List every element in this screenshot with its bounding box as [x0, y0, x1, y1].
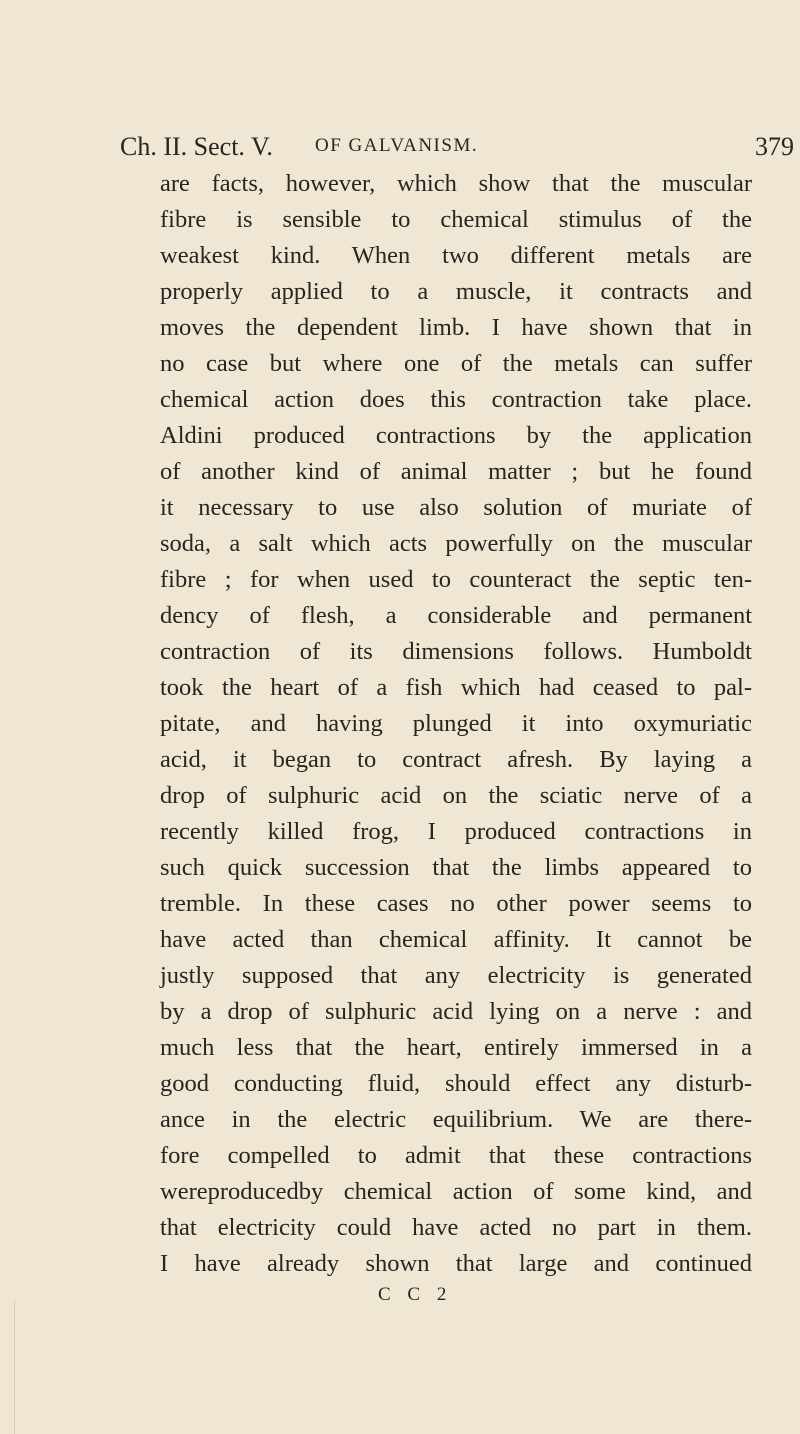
running-header	[120, 132, 794, 168]
text-line: drop of sulphuric acid on the sciatic nerve of a	[160, 782, 752, 809]
text-line: I have already shown that large and continued	[160, 1250, 752, 1277]
text-line: weakest kind. When two different metals are	[160, 242, 752, 269]
text-line: dency of flesh, a considerable and permanent	[160, 602, 752, 629]
text-line: wereproducedby chemical action of some kind, and	[160, 1178, 752, 1205]
text-line: have acted than chemical affinity. It cannot be	[160, 926, 752, 953]
body-text	[160, 166, 752, 1282]
text-line: ance in the electric equilibrium. We are there-	[160, 1106, 752, 1133]
text-line: fibre ; for when used to counteract the septic ten-	[160, 566, 752, 593]
text-line: moves the dependent limb. I have shown that in	[160, 314, 752, 341]
text-line: it necessary to use also solution of muriate of	[160, 494, 752, 521]
text-line: of another kind of animal matter ; but he found	[160, 458, 752, 485]
text-line: are facts, however, which show that the muscular	[160, 170, 752, 197]
text-line: much less that the heart, entirely immersed in a	[160, 1034, 752, 1061]
text-line: chemical action does this contraction take place.	[160, 386, 752, 413]
running-title: OF GALVANISM.	[315, 135, 479, 156]
text-line: no case but where one of the metals can suffer	[160, 350, 752, 377]
text-line: properly applied to a muscle, it contracts and	[160, 278, 752, 305]
text-line: good conducting fluid, should effect any disturb-	[160, 1070, 752, 1097]
text-line: acid, it began to contract afresh. By laying a	[160, 746, 752, 773]
text-line: recently killed frog, I produced contractions in	[160, 818, 752, 845]
text-line: fore compelled to admit that these contractions	[160, 1142, 752, 1169]
chapter-section: Ch. II. Sect. V.	[120, 132, 273, 161]
text-line: such quick succession that the limbs appeared to	[160, 854, 752, 881]
text-line: soda, a salt which acts powerfully on the muscular	[160, 530, 752, 557]
text-line: took the heart of a fish which had ceased to pal-	[160, 674, 752, 701]
page-edge	[0, 1300, 15, 1434]
text-line: contraction of its dimensions follows. Humboldt	[160, 638, 752, 665]
text-line: Aldini produced contractions by the application	[160, 422, 752, 449]
text-line: pitate, and having plunged it into oxymuriatic	[160, 710, 752, 737]
text-line: tremble. In these cases no other power seems to	[160, 890, 752, 917]
text-line: justly supposed that any electricity is generated	[160, 962, 752, 989]
signature-mark: C C 2	[378, 1284, 453, 1305]
text-line: that electricity could have acted no part in them.	[160, 1214, 752, 1241]
text-line: fibre is sensible to chemical stimulus of the	[160, 206, 752, 233]
page-number: 379	[755, 132, 794, 161]
text-line: by a drop of sulphuric acid lying on a nerve : and	[160, 998, 752, 1025]
